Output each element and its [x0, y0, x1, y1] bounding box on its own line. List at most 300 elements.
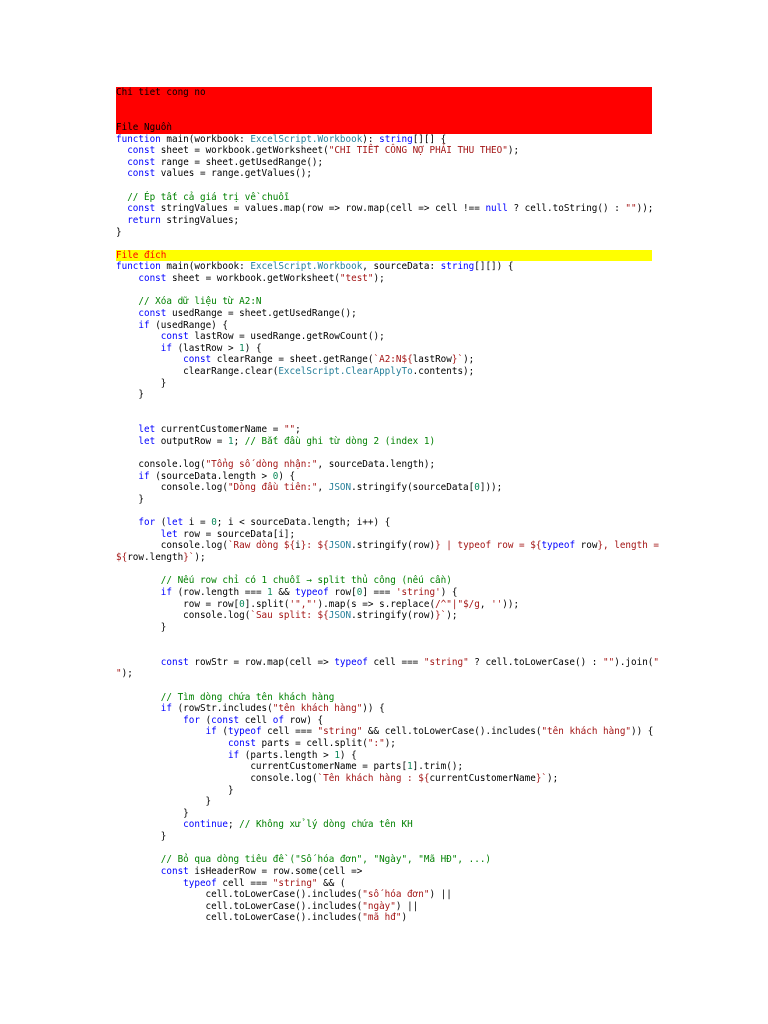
- code-line: [116, 645, 652, 657]
- code-token: isHeaderRow = row.some(cell =>: [188, 865, 363, 877]
- code-line: [116, 715, 652, 727]
- code-token: }: [116, 784, 234, 796]
- code-token: [116, 738, 228, 749]
- code-token: currentCustomerName = parts[: [116, 761, 408, 773]
- code-line: [116, 273, 652, 285]
- code-token: [116, 203, 127, 214]
- code-token: const: [127, 168, 156, 180]
- code-token: JSON: [328, 540, 352, 552]
- code-token: .stringify(row): [351, 610, 436, 622]
- code-token: ;: [233, 435, 245, 447]
- code-token: [116, 273, 138, 284]
- code-token: "string": [423, 656, 469, 668]
- code-token: "mã hđ": [362, 912, 402, 924]
- code-token: [116, 145, 127, 156]
- code-token: && cell.toLowerCase().includes(: [362, 726, 542, 738]
- code-token: ExcelScript.Workbook: [250, 133, 363, 145]
- code-line: [116, 750, 652, 762]
- code-token: clearRange = sheet.getRange(: [211, 354, 374, 366]
- code-line: [116, 168, 652, 180]
- code-line: [116, 285, 652, 297]
- code-line: [116, 633, 652, 645]
- code-token: [116, 819, 183, 830]
- code-token: "tên khách hàng": [272, 703, 363, 715]
- code-token: cell ===: [367, 656, 424, 668]
- code-token: [116, 343, 161, 354]
- code-line: [116, 656, 660, 669]
- code-token: let: [166, 517, 184, 529]
- code-token: 1: [239, 342, 245, 354]
- code-token: row) {: [283, 714, 324, 726]
- code-line: [116, 401, 652, 413]
- code-token: "": [283, 424, 296, 436]
- code-token: row: [575, 540, 598, 552]
- code-line: [116, 320, 652, 332]
- code-token: [116, 878, 183, 889]
- code-token: ":": [367, 738, 385, 749]
- code-token: console.log(: [116, 610, 251, 622]
- code-token: "string": [272, 877, 318, 889]
- code-token: if: [227, 749, 240, 761]
- code-token: }`: [451, 354, 464, 366]
- code-token: .contents);: [412, 366, 475, 377]
- code-line: [116, 203, 652, 215]
- code-token: }`: [535, 772, 548, 784]
- code-token: }: [116, 493, 144, 505]
- detail-heading-block: [116, 87, 652, 134]
- code-token: );: [121, 668, 133, 680]
- code-token: ,: [317, 482, 329, 494]
- code-token: `Tên khách hàng : ${: [317, 772, 430, 784]
- code-token: // Bỏ qua dòng tiêu đề ("Số hóa đơn", "Ngày", "Mã HĐ", ...): [160, 854, 492, 866]
- code-token: let: [138, 435, 156, 447]
- source-file-heading: File Nguồn: [116, 121, 172, 133]
- code-token: /^"|"$/g: [435, 598, 480, 610]
- code-line: [116, 564, 652, 576]
- code-token: (rowStr.includes(: [171, 703, 273, 715]
- code-token: main(workbook:: [160, 133, 251, 145]
- code-token: );: [507, 145, 520, 157]
- code-token: (: [199, 714, 212, 726]
- code-token: [116, 354, 183, 365]
- code-token: typeof: [183, 877, 217, 889]
- code-token: `Sau split: ${: [250, 610, 329, 622]
- code-token: for: [183, 714, 200, 726]
- code-token: (usedRange) {: [149, 319, 228, 331]
- code-line: [116, 354, 652, 366]
- code-token: (: [216, 726, 228, 738]
- code-line: [116, 134, 652, 146]
- code-token: [116, 471, 138, 482]
- code-token: ].split(: [244, 598, 290, 610]
- code-token: "": [625, 203, 637, 215]
- code-token: [116, 424, 138, 435]
- code-token: [][]) {: [474, 261, 514, 273]
- code-line: [116, 738, 652, 750]
- code-token: function: [116, 133, 161, 145]
- code-line: [116, 726, 652, 738]
- code-token: ": [653, 656, 660, 668]
- code-line: [116, 482, 652, 494]
- code-token: "Dòng đầu tiên:": [227, 482, 318, 494]
- code-token: typeof: [541, 540, 576, 552]
- code-token: }: [116, 796, 212, 808]
- code-token: if: [138, 470, 150, 482]
- code-token: [116, 587, 161, 598]
- code-token: }: [116, 377, 167, 389]
- code-token: ): [401, 912, 408, 924]
- code-token: [116, 750, 228, 761]
- code-line: [116, 703, 652, 715]
- code-token: outputRow =: [155, 435, 228, 447]
- code-token: ,: [479, 598, 492, 610]
- code-token: ));: [502, 598, 520, 610]
- code-token: );: [194, 552, 206, 563]
- code-token: [116, 157, 127, 168]
- code-line: [116, 227, 652, 239]
- code-token: // Không xử lý dòng chứa tên KH: [239, 819, 413, 831]
- code-token: ) {: [244, 342, 262, 354]
- code-token: typeof: [295, 586, 329, 598]
- detail-heading: Chi tiet cong no: [116, 87, 206, 98]
- code-token: if: [160, 586, 172, 598]
- code-token: && (: [317, 877, 346, 889]
- code-token: [116, 657, 161, 668]
- document: [116, 87, 660, 924]
- code-token: `Raw dòng ${: [227, 540, 296, 552]
- code-line: [116, 215, 652, 227]
- code-token: }, length =: [597, 540, 660, 552]
- code-token: ExcelScript.Workbook: [250, 261, 363, 273]
- code-token: "CHI TIẾT CÔNG NỢ PHẢI THU THEO": [328, 145, 508, 157]
- code-token: );: [463, 354, 475, 366]
- code-token: ) {: [339, 749, 357, 761]
- code-line: [116, 389, 652, 401]
- code-token: ExcelScript.ClearApplyTo: [278, 366, 413, 377]
- code-line: [116, 587, 652, 599]
- code-token: cell ===: [216, 877, 273, 889]
- code-line: [116, 459, 652, 471]
- code-token: [116, 575, 161, 586]
- code-token: (: [155, 517, 167, 529]
- code-token: null: [485, 203, 508, 215]
- code-token: if: [160, 703, 172, 715]
- code-line: [116, 331, 652, 343]
- code-token: rowStr = row.map(cell =>: [188, 656, 335, 668]
- code-token: "số hóa đơn": [362, 889, 430, 901]
- code-token: (lastRow >: [171, 342, 240, 354]
- code-token: typeof: [227, 726, 262, 738]
- code-line: [116, 878, 652, 890]
- code-line: [116, 192, 652, 204]
- code-line: [116, 819, 652, 831]
- code-token: ).map(s => s.replace(: [317, 598, 436, 610]
- code-token: const: [227, 738, 256, 749]
- code-token: 0: [356, 586, 363, 598]
- code-token: 0: [239, 598, 245, 610]
- code-token: row = sourceData[i];: [177, 528, 296, 540]
- code-token: stringValues = values.map(row => row.map(cell => cell !==: [155, 203, 486, 215]
- code-token: let: [138, 424, 156, 436]
- code-token: &&: [272, 586, 296, 598]
- code-token: [116, 866, 161, 877]
- code-line: [116, 494, 652, 506]
- code-token: );: [373, 273, 385, 284]
- code-token: clearRange.clear(: [116, 366, 279, 377]
- code-line: [116, 378, 652, 390]
- code-token: i: [295, 540, 301, 552]
- code-token: i =: [183, 517, 212, 529]
- code-token: // Nếu row chỉ có 1 chuỗi → split thủ công (nếu cần): [160, 575, 452, 587]
- code-token: ]));: [479, 482, 503, 494]
- code-line: [116, 424, 652, 436]
- code-token: const: [183, 354, 212, 366]
- code-token: 1: [407, 761, 413, 773]
- code-token: of: [272, 714, 284, 726]
- code-token: const: [138, 307, 167, 319]
- code-token: '': [491, 598, 503, 610]
- code-token: }: [116, 389, 144, 401]
- code-line: [116, 529, 652, 541]
- code-token: , sourceData.length);: [317, 459, 436, 470]
- code-token: sheet = workbook.getWorksheet(: [155, 145, 329, 157]
- code-line: [116, 436, 652, 448]
- code-token: row = row[: [116, 598, 240, 610]
- code-token: const: [211, 714, 240, 726]
- code-token: "tên khách hàng": [541, 726, 632, 738]
- code-token: }`: [435, 610, 447, 622]
- code-token: "test": [339, 273, 374, 284]
- code-line: [116, 145, 652, 157]
- code-token: stringValues;: [160, 214, 240, 226]
- code-token: string: [379, 133, 413, 145]
- code-token: // Ép tất cả giá trị về chuỗi: [127, 191, 290, 203]
- code-line: [116, 261, 652, 273]
- code-line: [116, 808, 652, 820]
- code-token: )) {: [362, 703, 385, 715]
- code-token: 1: [334, 749, 340, 761]
- code-token: const: [160, 865, 189, 877]
- code-token: const: [138, 273, 167, 284]
- code-line: [116, 692, 652, 704]
- code-line: [116, 447, 652, 459]
- code-token: main(workbook:: [160, 261, 251, 273]
- code-token: return: [127, 214, 161, 226]
- code-token: (parts.length >: [239, 749, 335, 761]
- code-token: // Bắt đầu ghi từ dòng 2 (index 1): [244, 435, 436, 447]
- code-token: cell: [239, 714, 273, 726]
- code-token: // Tìm dòng chứa tên khách hàng: [160, 691, 335, 703]
- code-token: );: [384, 738, 396, 749]
- code-token: ; i < sourceData.length; i++) {: [216, 517, 391, 529]
- code-token: [116, 296, 138, 307]
- code-line: [116, 761, 652, 773]
- code-line: [116, 517, 652, 529]
- source-code-block: [116, 134, 652, 250]
- code-line: [116, 866, 652, 878]
- code-token: console.log(: [116, 482, 228, 494]
- code-token: row[: [328, 586, 357, 598]
- code-token: for: [138, 517, 156, 529]
- code-token: ) {: [440, 586, 458, 598]
- code-token: , sourceData:: [362, 261, 441, 273]
- code-line: [116, 668, 652, 680]
- code-token: (sourceData.length >: [149, 470, 273, 482]
- code-token: [116, 517, 138, 528]
- code-token: "ngày": [362, 900, 396, 912]
- code-token: ;: [295, 424, 301, 436]
- code-line: [116, 680, 652, 692]
- code-token: 'string': [395, 586, 441, 598]
- code-token: 0: [474, 482, 480, 494]
- code-token: ? cell.toLowerCase() :: [468, 656, 604, 668]
- code-token: 1: [227, 435, 234, 447]
- code-token: JSON: [328, 610, 352, 622]
- code-line: [116, 622, 652, 634]
- code-token: }: [116, 831, 167, 842]
- code-token: }: [116, 621, 167, 633]
- code-token: [116, 703, 161, 714]
- code-token: const: [127, 145, 156, 157]
- code-token: "": [603, 656, 615, 668]
- code-token: currentCustomerName =: [155, 424, 284, 436]
- code-line: [116, 366, 652, 378]
- code-line: [116, 843, 652, 855]
- code-line: [116, 610, 652, 622]
- code-token: ? cell.toString() :: [507, 203, 626, 215]
- code-token: );: [446, 610, 458, 622]
- code-token: '","': [289, 598, 318, 610]
- code-token: `A2:N${: [373, 354, 413, 366]
- code-token: 1: [267, 586, 273, 598]
- code-token: cell.toLowerCase().includes(: [116, 912, 363, 924]
- code-token: ).join(: [614, 656, 654, 668]
- code-token: ].trim();: [412, 761, 464, 773]
- code-token: ] ===: [362, 586, 396, 598]
- code-token: JSON: [328, 482, 352, 494]
- code-token: ": [116, 668, 122, 680]
- code-token: }`: [183, 552, 195, 563]
- code-token: let: [160, 528, 178, 540]
- code-token: [][] {: [412, 133, 447, 145]
- code-line: [116, 831, 652, 843]
- code-token: ) ||: [429, 889, 452, 901]
- code-token: values = range.getValues();: [155, 168, 312, 180]
- dest-file-heading: File đích: [116, 250, 652, 262]
- code-token: ):: [362, 133, 380, 145]
- code-line: [116, 540, 660, 552]
- code-token: cell.toLowerCase().includes(: [116, 889, 363, 901]
- code-line: [116, 912, 652, 924]
- code-line: [116, 901, 652, 913]
- code-token: .stringify(row): [351, 540, 436, 552]
- code-token: const: [127, 203, 156, 215]
- code-token: )) {: [631, 726, 654, 738]
- code-line: [116, 796, 652, 808]
- code-token: [116, 726, 206, 737]
- code-line: [116, 854, 652, 866]
- code-token: [116, 529, 161, 540]
- code-token: console.log(: [116, 772, 318, 784]
- code-line: [116, 575, 652, 587]
- code-token: function: [116, 261, 161, 273]
- code-token: console.log(: [116, 540, 228, 552]
- code-line: [116, 413, 652, 425]
- code-token: lastRow: [412, 354, 452, 366]
- code-token: [116, 436, 138, 447]
- code-token: if: [205, 726, 217, 738]
- code-token: range = sheet.getUsedRange();: [155, 156, 324, 168]
- code-token: typeof: [334, 656, 368, 668]
- code-line: [116, 471, 652, 483]
- code-token: [116, 692, 161, 703]
- code-token: [116, 331, 161, 342]
- code-token: .stringify(sourceData[: [351, 482, 475, 494]
- code-token: 0: [211, 517, 217, 529]
- code-token: [116, 320, 138, 331]
- code-line: [116, 157, 652, 169]
- code-token: // Xóa dữ liệu từ A2:N: [138, 296, 262, 308]
- code-token: [116, 192, 127, 203]
- code-token: const: [127, 156, 156, 168]
- code-token: console.log(: [116, 459, 206, 470]
- code-token: ));: [636, 203, 654, 215]
- code-token: ${: [116, 552, 128, 563]
- code-token: ) {: [278, 470, 296, 482]
- code-line: [116, 308, 652, 320]
- code-token: sheet = workbook.getWorksheet(: [166, 273, 340, 284]
- code-line: [116, 552, 652, 564]
- code-token: cell ===: [261, 726, 318, 738]
- code-line: [116, 343, 652, 355]
- code-token: }: [116, 807, 189, 819]
- code-token: [116, 215, 127, 226]
- code-token: [116, 854, 161, 865]
- code-token: }: ${: [300, 540, 329, 552]
- code-line: [116, 889, 652, 901]
- code-token: [116, 715, 183, 726]
- code-token: ) ||: [395, 900, 419, 912]
- dest-code-block: [116, 261, 660, 924]
- code-token: usedRange = sheet.getUsedRange();: [166, 307, 357, 319]
- code-token: row.length: [127, 552, 184, 563]
- code-line: [116, 506, 652, 518]
- code-line: [116, 180, 652, 192]
- code-token: );: [547, 772, 559, 784]
- code-token: continue: [183, 819, 228, 831]
- code-token: } | typeof row = ${: [435, 540, 542, 552]
- code-token: "string": [317, 726, 363, 738]
- code-token: (row.length ===: [171, 586, 268, 598]
- code-token: cell.toLowerCase().includes(: [116, 900, 363, 912]
- code-line: [116, 599, 652, 611]
- code-token: ;: [227, 819, 240, 831]
- code-token: "Tổng số dòng nhận:": [205, 459, 318, 470]
- code-token: 0: [272, 470, 279, 482]
- code-token: const: [160, 331, 189, 343]
- code-token: string: [440, 261, 475, 273]
- code-line: [116, 773, 652, 785]
- code-token: parts = cell.split(: [255, 738, 368, 749]
- code-token: if: [160, 342, 172, 354]
- code-token: lastRow = usedRange.getRowCount();: [188, 331, 385, 343]
- code-line: [116, 296, 652, 308]
- code-token: [116, 168, 127, 179]
- code-token: currentCustomerName: [429, 772, 536, 784]
- code-line: [116, 238, 652, 250]
- code-token: [116, 308, 138, 319]
- code-line: [116, 785, 652, 797]
